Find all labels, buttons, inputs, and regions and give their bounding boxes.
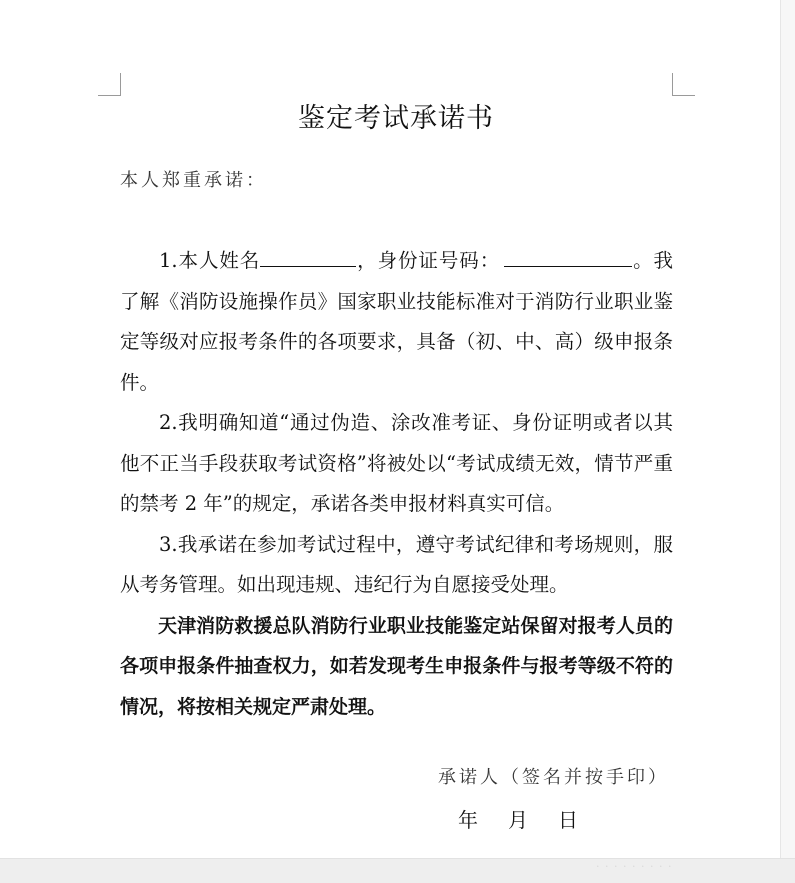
crop-mark-top-left (98, 73, 121, 96)
date-line (458, 804, 608, 833)
salutation: 本人郑重承诺： (120, 170, 267, 191)
paragraph-4-bold-notice: 天津消防救援总队消防行业职业技能鉴定站保留对报考人员的各项申报条件抽查权力，如若发现考生申报条件与报考等级不符的情况，将按相关规定严肃处理。 (120, 614, 673, 718)
date-year: 年 (458, 808, 478, 832)
date-day: 日 (558, 808, 578, 832)
crop-mark-top-right (672, 73, 695, 96)
document-body (120, 241, 673, 727)
date-month: 月 (508, 808, 528, 832)
paragraph-1 (120, 241, 673, 403)
paragraph-1-part-b: ，身份证号码： (356, 249, 501, 272)
signer-label: 承诺人（签名并按手印） (438, 767, 669, 788)
id-number-blank (504, 242, 632, 267)
watermark-text: · · · · · · · · · (596, 860, 673, 873)
bottom-edge-area (0, 858, 795, 883)
paragraph-1-part-a: 1.本人姓名 (159, 249, 261, 272)
name-blank (260, 242, 356, 267)
paragraph-3: 3.我承诺在参加考试过程中，遵守考试纪律和考场规则，服从考务管理。如出现违规、违纪行为自愿接受处理。 (120, 532, 673, 596)
paragraph-2: 2.我明确知道“通过伪造、涂改准考证、身份证明或者以其他不正当手段获取考试资格”将被处以“考试成绩无效，情节严重的禁考 2 年”的规定，承诺各类申报材料真实可信。 (120, 411, 673, 515)
document-title: 鉴定考试承诺书 (298, 103, 494, 134)
right-edge-scroll-area (780, 0, 795, 858)
paragraph-1-part-c: 。我了解《消防设施操作员》国家职业技能标准对于消防行业职业鉴定等级对应报考条件的各项要求，具备（初、中、高）级申报条件。 (120, 249, 673, 394)
